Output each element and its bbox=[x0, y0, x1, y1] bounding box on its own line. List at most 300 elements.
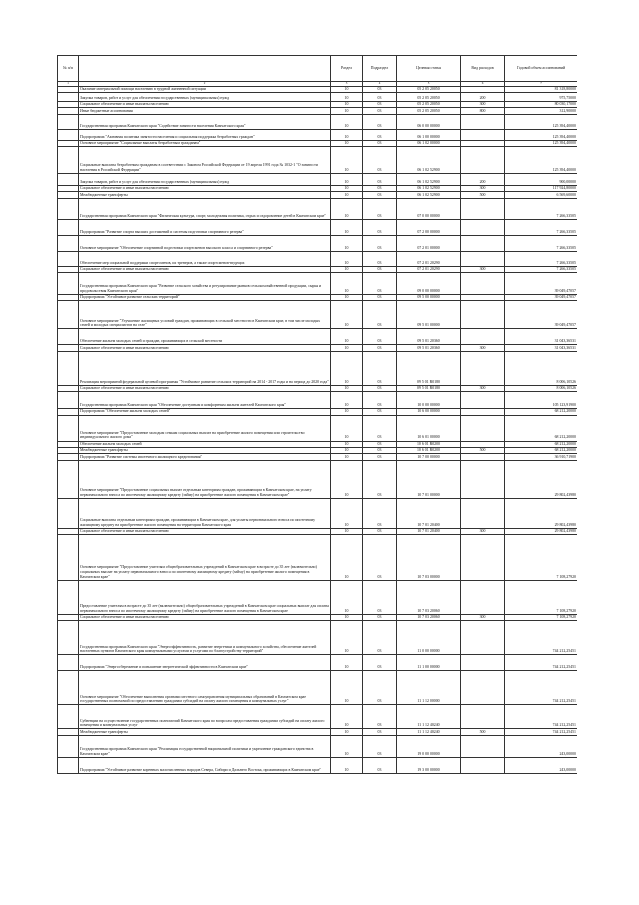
row-name: Реализация мероприятий федеральной целевой программы "Устойчивое развитие сельских территорий на 2014 - 2017 годы и на период до 2020 года" bbox=[79, 351, 331, 385]
row-name: Подпрограмма "Обеспечение жильем молодых семей" bbox=[79, 409, 331, 415]
row-podrazdel: 03 bbox=[363, 385, 397, 391]
row-number bbox=[58, 580, 79, 614]
row-number bbox=[58, 621, 79, 655]
row-vid-raskhodov bbox=[461, 621, 505, 655]
row-vid-raskhodov bbox=[461, 757, 505, 773]
table-row bbox=[58, 198, 578, 219]
row-podrazdel: 03 bbox=[363, 409, 397, 415]
row-podrazdel: 03 bbox=[363, 86, 397, 92]
row-number bbox=[58, 251, 79, 266]
row-podrazdel: 03 bbox=[363, 757, 397, 773]
table-row bbox=[58, 671, 578, 705]
table-row bbox=[58, 534, 578, 580]
row-celevaya-statya: 06 1 02 52900 bbox=[397, 147, 461, 174]
row-podrazdel: 03 bbox=[363, 108, 397, 114]
row-name: Закупка товаров, работ и услуг для обеспечения государственных (муниципальных) нужд bbox=[79, 174, 331, 186]
row-sum: 7 108,27920 bbox=[505, 580, 578, 614]
row-name: Государственная программа Камчатского края "Энергоэффективность, развитие энергетики и коммунального хозяйства, обеспечение жителей населенных пунктов Камчатского края коммунальными услугами и услугами по благоустройству территорий" bbox=[79, 621, 331, 655]
row-celevaya-statya: 11 1 12 00000 bbox=[397, 671, 461, 705]
row-sum: 243,00000 bbox=[505, 735, 578, 757]
row-name: Основное мероприятие "Социальные выплаты безработным гражданам" bbox=[79, 140, 331, 146]
row-podrazdel: 03 bbox=[363, 671, 397, 705]
table-row bbox=[58, 705, 578, 729]
table-row bbox=[58, 655, 578, 671]
row-number bbox=[58, 498, 79, 528]
column-index: 3 bbox=[331, 81, 363, 86]
row-razdel: 10 bbox=[331, 447, 363, 453]
row-podrazdel: 03 bbox=[363, 147, 397, 174]
row-name: Подпрограмма "Устойчивое развитие сельских территорий" bbox=[79, 295, 331, 301]
row-name: Социальное обеспечение и иные выплаты населению bbox=[79, 266, 331, 272]
row-name: Межбюджетные трансферты bbox=[79, 729, 331, 735]
row-number bbox=[58, 392, 79, 409]
row-podrazdel: 03 bbox=[363, 140, 397, 146]
row-sum: 900,00000 bbox=[505, 174, 578, 186]
row-sum: 744 212,25451 bbox=[505, 671, 578, 705]
row-razdel: 10 bbox=[331, 186, 363, 192]
row-razdel: 10 bbox=[331, 129, 363, 140]
budget-table-sheet bbox=[57, 55, 577, 900]
row-celevaya-statya: 11 1 00 00000 bbox=[397, 655, 461, 671]
table-row bbox=[58, 147, 578, 174]
row-celevaya-statya: 10 7 00 00000 bbox=[397, 454, 461, 460]
row-podrazdel: 03 bbox=[363, 528, 397, 534]
column-index: 5 bbox=[397, 81, 461, 86]
budget-table bbox=[57, 55, 577, 774]
row-podrazdel: 03 bbox=[363, 129, 397, 140]
row-celevaya-statya: 06 1 02 52900 bbox=[397, 192, 461, 198]
row-celevaya-statya: 10 6 00 00000 bbox=[397, 409, 461, 415]
row-podrazdel: 03 bbox=[363, 251, 397, 266]
row-name: Межбюджетные трансферты bbox=[79, 192, 331, 198]
row-number bbox=[58, 92, 79, 101]
table-row bbox=[58, 735, 578, 757]
row-name: Социальное обеспечение и иные выплаты населению bbox=[79, 385, 331, 391]
row-vid-raskhodov: 500 bbox=[461, 729, 505, 735]
row-vid-raskhodov: 300 bbox=[461, 528, 505, 534]
row-sum: 744 212,25451 bbox=[505, 705, 578, 729]
header-name bbox=[79, 56, 331, 82]
row-podrazdel: 03 bbox=[363, 415, 397, 441]
row-name: Основное мероприятие "Обеспечение спортивной подготовки спортсменов высокого класса и спортивного резерва" bbox=[79, 235, 331, 251]
header-vid: Вид расходов bbox=[461, 56, 505, 82]
row-razdel: 10 bbox=[331, 460, 363, 498]
row-podrazdel: 03 bbox=[363, 329, 397, 345]
row-vid-raskhodov bbox=[461, 235, 505, 251]
row-podrazdel: 03 bbox=[363, 101, 397, 107]
row-number bbox=[58, 671, 79, 705]
row-vid-raskhodov: 300 bbox=[461, 101, 505, 107]
row-number bbox=[58, 735, 79, 757]
row-number bbox=[58, 460, 79, 498]
row-sum: 31 043,36531 bbox=[505, 329, 578, 345]
row-vid-raskhodov: 800 bbox=[461, 108, 505, 114]
row-razdel: 10 bbox=[331, 101, 363, 107]
row-sum: 39 049,47057 bbox=[505, 295, 578, 301]
row-celevaya-statya: 09 5 01 20360 bbox=[397, 345, 461, 351]
row-name: Основное мероприятие "Улучшение жилищных условий граждан, проживающих в сельской местности в Камчатском крае, в том числе молодых семей и молодых специалистов на селе" bbox=[79, 301, 331, 329]
table-row bbox=[58, 92, 578, 101]
row-name: Субвенции на осуществление государственных полномочий Камчатского края по вопросам предоставления гражданам субсидий на оплату жилого помещения и коммунальных услуг bbox=[79, 705, 331, 729]
row-number bbox=[58, 198, 79, 219]
row-vid-raskhodov bbox=[461, 198, 505, 219]
row-celevaya-statya: 11 0 00 00000 bbox=[397, 621, 461, 655]
row-celevaya-statya: 06 1 02 00000 bbox=[397, 140, 461, 146]
row-razdel: 10 bbox=[331, 219, 363, 235]
row-sum: 29 802,43980 bbox=[505, 498, 578, 528]
row-number bbox=[58, 757, 79, 773]
row-razdel: 10 bbox=[331, 351, 363, 385]
row-celevaya-statya: 07 2 01 00000 bbox=[397, 235, 461, 251]
row-name: Основное мероприятие "Обеспечение выполнения органами местного самоуправления муниципальных образований в Камчатском крае государственных полномочий по предоставлению гражданам субсидий на оплату жилого помещения и коммунальных услуг" bbox=[79, 671, 331, 705]
row-name: Государственная программа Камчатского края "Реализация государственной национальной политики и укрепление гражданского единства в Камчатском крае" bbox=[79, 735, 331, 757]
row-podrazdel: 03 bbox=[363, 735, 397, 757]
row-razdel: 10 bbox=[331, 301, 363, 329]
row-celevaya-statya: 07 0 00 00000 bbox=[397, 198, 461, 219]
row-celevaya-statya: 05 2 05 20050 bbox=[397, 92, 461, 101]
row-name: Закупка товаров, работ и услуг для обеспечения государственных (муниципальных) нужд bbox=[79, 92, 331, 101]
row-razdel: 10 bbox=[331, 729, 363, 735]
header-podrazdel: Подраздел bbox=[363, 56, 397, 82]
row-celevaya-statya: 10 7 03 20060 bbox=[397, 580, 461, 614]
row-sum: 125 394,40000 bbox=[505, 147, 578, 174]
row-sum: 6 569,60000 bbox=[505, 192, 578, 198]
header-num: № п/п bbox=[58, 56, 79, 82]
row-number bbox=[58, 147, 79, 174]
row-vid-raskhodov bbox=[461, 415, 505, 441]
row-vid-raskhodov bbox=[461, 129, 505, 140]
row-name: Предоставление учителям в возрасте до 35 лет (включительно) общеобразовательных учреждений в Камчатском крае социальных выплат для оплаты первоначального взноса по ипотечному жилищному кредиту (займу) на приобретение жилого помещения в Камчатском крае bbox=[79, 580, 331, 614]
row-podrazdel: 03 bbox=[363, 295, 397, 301]
row-razdel: 10 bbox=[331, 147, 363, 174]
row-podrazdel: 03 bbox=[363, 114, 397, 129]
row-razdel: 10 bbox=[331, 385, 363, 391]
row-podrazdel: 03 bbox=[363, 345, 397, 351]
row-podrazdel: 03 bbox=[363, 655, 397, 671]
row-razdel: 10 bbox=[331, 108, 363, 114]
row-vid-raskhodov bbox=[461, 735, 505, 757]
row-name: Социальное обеспечение и иные выплаты населению bbox=[79, 614, 331, 620]
row-podrazdel: 03 bbox=[363, 273, 397, 295]
row-name: Государственная программа Камчатского края "Содействие занятости населения Камчатского края" bbox=[79, 114, 331, 129]
row-razdel: 10 bbox=[331, 415, 363, 441]
column-index: 6 bbox=[461, 81, 505, 86]
row-celevaya-statya: 19 0 00 00000 bbox=[397, 735, 461, 757]
row-celevaya-statya: 05 2 05 20050 bbox=[397, 86, 461, 92]
row-name: Основное мероприятие "Предоставление социальных выплат отдельным категориям граждан, проживающим в Камчатском крае, на уплату первоначального взноса по ипотечному жилищному кредиту (займу) на приобретение жилого помещения в Камчатском крае" bbox=[79, 460, 331, 498]
row-podrazdel: 03 bbox=[363, 351, 397, 385]
row-name: Межбюджетные трансферты bbox=[79, 447, 331, 453]
row-number bbox=[58, 273, 79, 295]
row-name: Подпрограмма "Устойчивое развитие коренных малочисленных народов Севера, Сибири и Дальнего Востока, проживающих в Камчатском крае" bbox=[79, 757, 331, 773]
row-name: Государственная программа Камчатского края "Обеспечение доступным и комфортным жильем жителей Камчатского края" bbox=[79, 392, 331, 409]
row-razdel: 10 bbox=[331, 174, 363, 186]
row-sum: 312,90000 bbox=[505, 108, 578, 114]
row-razdel: 10 bbox=[331, 273, 363, 295]
row-vid-raskhodov bbox=[461, 460, 505, 498]
row-number bbox=[58, 219, 79, 235]
row-razdel: 10 bbox=[331, 498, 363, 528]
row-sum: 117 924,80000 bbox=[505, 186, 578, 192]
row-name: Государственная программа Камчатского края "Развитие сельского хозяйства и регулирование рынков сельскохозяйственной продукции, сырья и продовольствия Камчатского края" bbox=[79, 273, 331, 295]
row-sum: 243,00000 bbox=[505, 757, 578, 773]
row-name: Социальные выплаты отдельным категориям граждан, проживающим в Камчатском крае, для уплаты первоначального взноса по ипотечному жилищному кредиту на приобретение жилого помещения на территории Камчатского края bbox=[79, 498, 331, 528]
column-index: 4 bbox=[363, 81, 397, 86]
row-name: Социальные выплаты безработным гражданам в соответствии с Законом Российской Федерации от 19 апреля 1991 года № 1032-1 "О занятости населения в Российской Федерации" bbox=[79, 147, 331, 174]
row-vid-raskhodov bbox=[461, 671, 505, 705]
row-name: Социальное обеспечение и иные выплаты населению bbox=[79, 186, 331, 192]
row-razdel: 10 bbox=[331, 580, 363, 614]
row-celevaya-statya: 10 7 01 20400 bbox=[397, 528, 461, 534]
row-razdel: 10 bbox=[331, 92, 363, 101]
row-vid-raskhodov: 500 bbox=[461, 192, 505, 198]
row-vid-raskhodov bbox=[461, 655, 505, 671]
table-row bbox=[58, 498, 578, 528]
row-podrazdel: 03 bbox=[363, 534, 397, 580]
table-row bbox=[58, 392, 578, 409]
row-razdel: 10 bbox=[331, 757, 363, 773]
table-row bbox=[58, 580, 578, 614]
table-row bbox=[58, 460, 578, 498]
row-number bbox=[58, 235, 79, 251]
row-podrazdel: 03 bbox=[363, 92, 397, 101]
row-podrazdel: 03 bbox=[363, 498, 397, 528]
row-celevaya-statya: 11 1 12 40240 bbox=[397, 729, 461, 735]
row-razdel: 10 bbox=[331, 192, 363, 198]
column-index: 2 bbox=[79, 81, 331, 86]
row-vid-raskhodov: 300 bbox=[461, 614, 505, 620]
row-razdel: 10 bbox=[331, 140, 363, 146]
row-vid-raskhodov: 500 bbox=[461, 447, 505, 453]
row-sum: 39 049,47057 bbox=[505, 301, 578, 329]
row-vid-raskhodov bbox=[461, 351, 505, 385]
row-sum: 7 108,27920 bbox=[505, 614, 578, 620]
row-name: Обеспечение жильем молодых семей bbox=[79, 441, 331, 447]
row-name: Социальное обеспечение и иные выплаты населению bbox=[79, 101, 331, 107]
row-podrazdel: 03 bbox=[363, 186, 397, 192]
row-number bbox=[58, 705, 79, 729]
row-number bbox=[58, 351, 79, 385]
row-number bbox=[58, 129, 79, 140]
row-name: Социальное обеспечение и иные выплаты населению bbox=[79, 528, 331, 534]
row-name: Обеспечение мер социальной поддержки спортсменов, их тренеров, а также спортсменов-ведущих bbox=[79, 251, 331, 266]
row-celevaya-statya: 05 2 05 20050 bbox=[397, 101, 461, 107]
row-podrazdel: 03 bbox=[363, 266, 397, 272]
row-vid-raskhodov bbox=[461, 147, 505, 174]
row-sum: 7 108,27920 bbox=[505, 534, 578, 580]
row-razdel: 10 bbox=[331, 295, 363, 301]
row-podrazdel: 03 bbox=[363, 441, 397, 447]
column-index: 7 bbox=[505, 81, 578, 86]
row-sum: 7 266,33505 bbox=[505, 266, 578, 272]
row-vid-raskhodov bbox=[461, 580, 505, 614]
header-celevaya: Целевая статья bbox=[397, 56, 461, 82]
row-sum: 29 802,43980 bbox=[505, 528, 578, 534]
row-celevaya-statya: 09 5 00 00000 bbox=[397, 295, 461, 301]
table-row bbox=[58, 351, 578, 385]
header-razdel: Раздел bbox=[331, 56, 363, 82]
table-row bbox=[58, 301, 578, 329]
row-number bbox=[58, 174, 79, 186]
row-razdel: 10 bbox=[331, 86, 363, 92]
row-razdel: 10 bbox=[331, 235, 363, 251]
row-sum: 68 212,20000 bbox=[505, 409, 578, 415]
row-sum: 744 212,25451 bbox=[505, 729, 578, 735]
row-name: Подпрограмма "Энергосбережение и повышение энергетической эффективности в Камчатском крае" bbox=[79, 655, 331, 671]
row-vid-raskhodov bbox=[461, 219, 505, 235]
row-sum: 744 212,25451 bbox=[505, 655, 578, 671]
table-row bbox=[58, 174, 578, 186]
row-sum: 80 030,17000 bbox=[505, 101, 578, 107]
row-podrazdel: 03 bbox=[363, 174, 397, 186]
row-sum: 744 212,25451 bbox=[505, 621, 578, 655]
row-name: Иные бюджетные ассигнования bbox=[79, 108, 331, 114]
row-name: Обеспечение жильем молодых семей и граждан, проживающих в сельской местности bbox=[79, 329, 331, 345]
row-sum: 7 266,33505 bbox=[505, 219, 578, 235]
row-vid-raskhodov: 300 bbox=[461, 266, 505, 272]
row-celevaya-statya: 09 0 00 00000 bbox=[397, 273, 461, 295]
row-celevaya-statya: 10 0 00 00000 bbox=[397, 392, 461, 409]
row-vid-raskhodov bbox=[461, 329, 505, 345]
row-vid-raskhodov bbox=[461, 534, 505, 580]
table-row bbox=[58, 251, 578, 266]
row-vid-raskhodov: 300 bbox=[461, 345, 505, 351]
row-celevaya-statya: 10 6 01 R0200 bbox=[397, 447, 461, 453]
row-celevaya-statya: 09 5 01 20360 bbox=[397, 329, 461, 345]
table-row bbox=[58, 415, 578, 441]
row-name: Подпрограмма "Активная политика занятости населения и социальная поддержка безработных граждан" bbox=[79, 129, 331, 140]
table-row bbox=[58, 235, 578, 251]
table-row bbox=[58, 219, 578, 235]
row-podrazdel: 03 bbox=[363, 454, 397, 460]
row-razdel: 10 bbox=[331, 441, 363, 447]
row-podrazdel: 03 bbox=[363, 460, 397, 498]
row-podrazdel: 03 bbox=[363, 301, 397, 329]
row-number bbox=[58, 329, 79, 345]
row-razdel: 10 bbox=[331, 735, 363, 757]
row-celevaya-statya: 10 7 03 20060 bbox=[397, 614, 461, 620]
table-row bbox=[58, 273, 578, 295]
row-vid-raskhodov bbox=[461, 392, 505, 409]
row-celevaya-statya: 06 1 02 52900 bbox=[397, 186, 461, 192]
row-razdel: 10 bbox=[331, 621, 363, 655]
row-sum: 81 318,80000 bbox=[505, 86, 578, 92]
header-row bbox=[58, 56, 578, 82]
row-razdel: 10 bbox=[331, 251, 363, 266]
row-celevaya-statya: 10 7 01 00000 bbox=[397, 460, 461, 498]
row-podrazdel: 03 bbox=[363, 705, 397, 729]
row-sum: 31 043,36531 bbox=[505, 345, 578, 351]
row-podrazdel: 03 bbox=[363, 192, 397, 198]
row-sum: 7 266,33505 bbox=[505, 198, 578, 219]
row-name: Основное мероприятие "Предоставление учителям общеобразовательных учреждений в Камчатском крае в возрасте до 35 лет (включительно) социальных выплат на уплату первоначального взноса по ипотечному жилищному кредиту (займу) на приобретение жилого помещения в Камчатском крае" bbox=[79, 534, 331, 580]
row-name: Подпрограмма "Развитие спорта высших достижений и системы подготовки спортивного резерва" bbox=[79, 219, 331, 235]
row-sum: 975,75000 bbox=[505, 92, 578, 101]
table-row bbox=[58, 129, 578, 140]
row-name: Оказание материальной помощи населению в трудной жизненной ситуации bbox=[79, 86, 331, 92]
row-celevaya-statya: 11 1 12 40240 bbox=[397, 705, 461, 729]
row-sum: 7 266,33505 bbox=[505, 235, 578, 251]
row-celevaya-statya: 10 6 01 00000 bbox=[397, 415, 461, 441]
row-razdel: 10 bbox=[331, 409, 363, 415]
row-razdel: 10 bbox=[331, 266, 363, 272]
row-sum: 29 802,43980 bbox=[505, 460, 578, 498]
row-podrazdel: 03 bbox=[363, 392, 397, 409]
row-celevaya-statya: 19 3 00 00000 bbox=[397, 757, 461, 773]
row-sum: 8 006,10526 bbox=[505, 385, 578, 391]
row-vid-raskhodov bbox=[461, 301, 505, 329]
row-sum: 7 266,33505 bbox=[505, 251, 578, 266]
table-row bbox=[58, 329, 578, 345]
row-sum: 125 394,40000 bbox=[505, 129, 578, 140]
row-podrazdel: 03 bbox=[363, 198, 397, 219]
row-vid-raskhodov bbox=[461, 114, 505, 129]
row-razdel: 10 bbox=[331, 345, 363, 351]
row-vid-raskhodov bbox=[461, 498, 505, 528]
row-celevaya-statya: 06 0 00 00000 bbox=[397, 114, 461, 129]
table-row bbox=[58, 621, 578, 655]
row-vid-raskhodov bbox=[461, 273, 505, 295]
row-sum: 68 212,20000 bbox=[505, 441, 578, 447]
row-number bbox=[58, 655, 79, 671]
row-celevaya-statya: 07 2 01 20290 bbox=[397, 251, 461, 266]
table-row bbox=[58, 114, 578, 129]
row-razdel: 10 bbox=[331, 655, 363, 671]
row-celevaya-statya: 09 5 01 R0180 bbox=[397, 351, 461, 385]
row-number bbox=[58, 301, 79, 329]
row-podrazdel: 03 bbox=[363, 447, 397, 453]
row-number bbox=[58, 534, 79, 580]
row-podrazdel: 03 bbox=[363, 219, 397, 235]
row-sum: 105 123,91900 bbox=[505, 392, 578, 409]
row-number bbox=[58, 114, 79, 129]
row-razdel: 10 bbox=[331, 705, 363, 729]
table-body bbox=[58, 86, 578, 773]
row-name: Основное мероприятие "Предоставление молодым семьям социальных выплат на приобретение жилого помещения или строительство индивидуального жилого дома" bbox=[79, 415, 331, 441]
row-sum: 39 049,47057 bbox=[505, 273, 578, 295]
row-vid-raskhodov bbox=[461, 705, 505, 729]
row-sum: 68 212,20000 bbox=[505, 447, 578, 453]
row-razdel: 10 bbox=[331, 614, 363, 620]
row-podrazdel: 03 bbox=[363, 235, 397, 251]
row-vid-raskhodov: 200 bbox=[461, 92, 505, 101]
table-row bbox=[58, 757, 578, 773]
row-razdel: 10 bbox=[331, 329, 363, 345]
row-celevaya-statya: 10 6 01 R0200 bbox=[397, 441, 461, 447]
row-razdel: 10 bbox=[331, 198, 363, 219]
row-vid-raskhodov: 200 bbox=[461, 174, 505, 186]
row-celevaya-statya: 09 5 01 00000 bbox=[397, 301, 461, 329]
row-sum: 125 394,40000 bbox=[505, 140, 578, 146]
row-razdel: 10 bbox=[331, 392, 363, 409]
row-podrazdel: 03 bbox=[363, 621, 397, 655]
row-podrazdel: 03 bbox=[363, 580, 397, 614]
row-sum: 125 394,40000 bbox=[505, 114, 578, 129]
row-celevaya-statya: 07 2 00 00000 bbox=[397, 219, 461, 235]
row-celevaya-statya: 05 2 05 20050 bbox=[397, 108, 461, 114]
row-razdel: 10 bbox=[331, 671, 363, 705]
row-podrazdel: 03 bbox=[363, 614, 397, 620]
row-vid-raskhodov: 300 bbox=[461, 385, 505, 391]
row-number bbox=[58, 415, 79, 441]
row-name: Подпрограмма "Развитие системы ипотечного жилищного кредитования" bbox=[79, 454, 331, 460]
header-godovoy: Годовой объем ассигнований bbox=[505, 56, 578, 82]
row-celevaya-statya: 07 2 01 20290 bbox=[397, 266, 461, 272]
row-name: Социальное обеспечение и иные выплаты населению bbox=[79, 345, 331, 351]
row-celevaya-statya: 09 5 01 R0180 bbox=[397, 385, 461, 391]
row-vid-raskhodov: 300 bbox=[461, 186, 505, 192]
row-razdel: 10 bbox=[331, 114, 363, 129]
